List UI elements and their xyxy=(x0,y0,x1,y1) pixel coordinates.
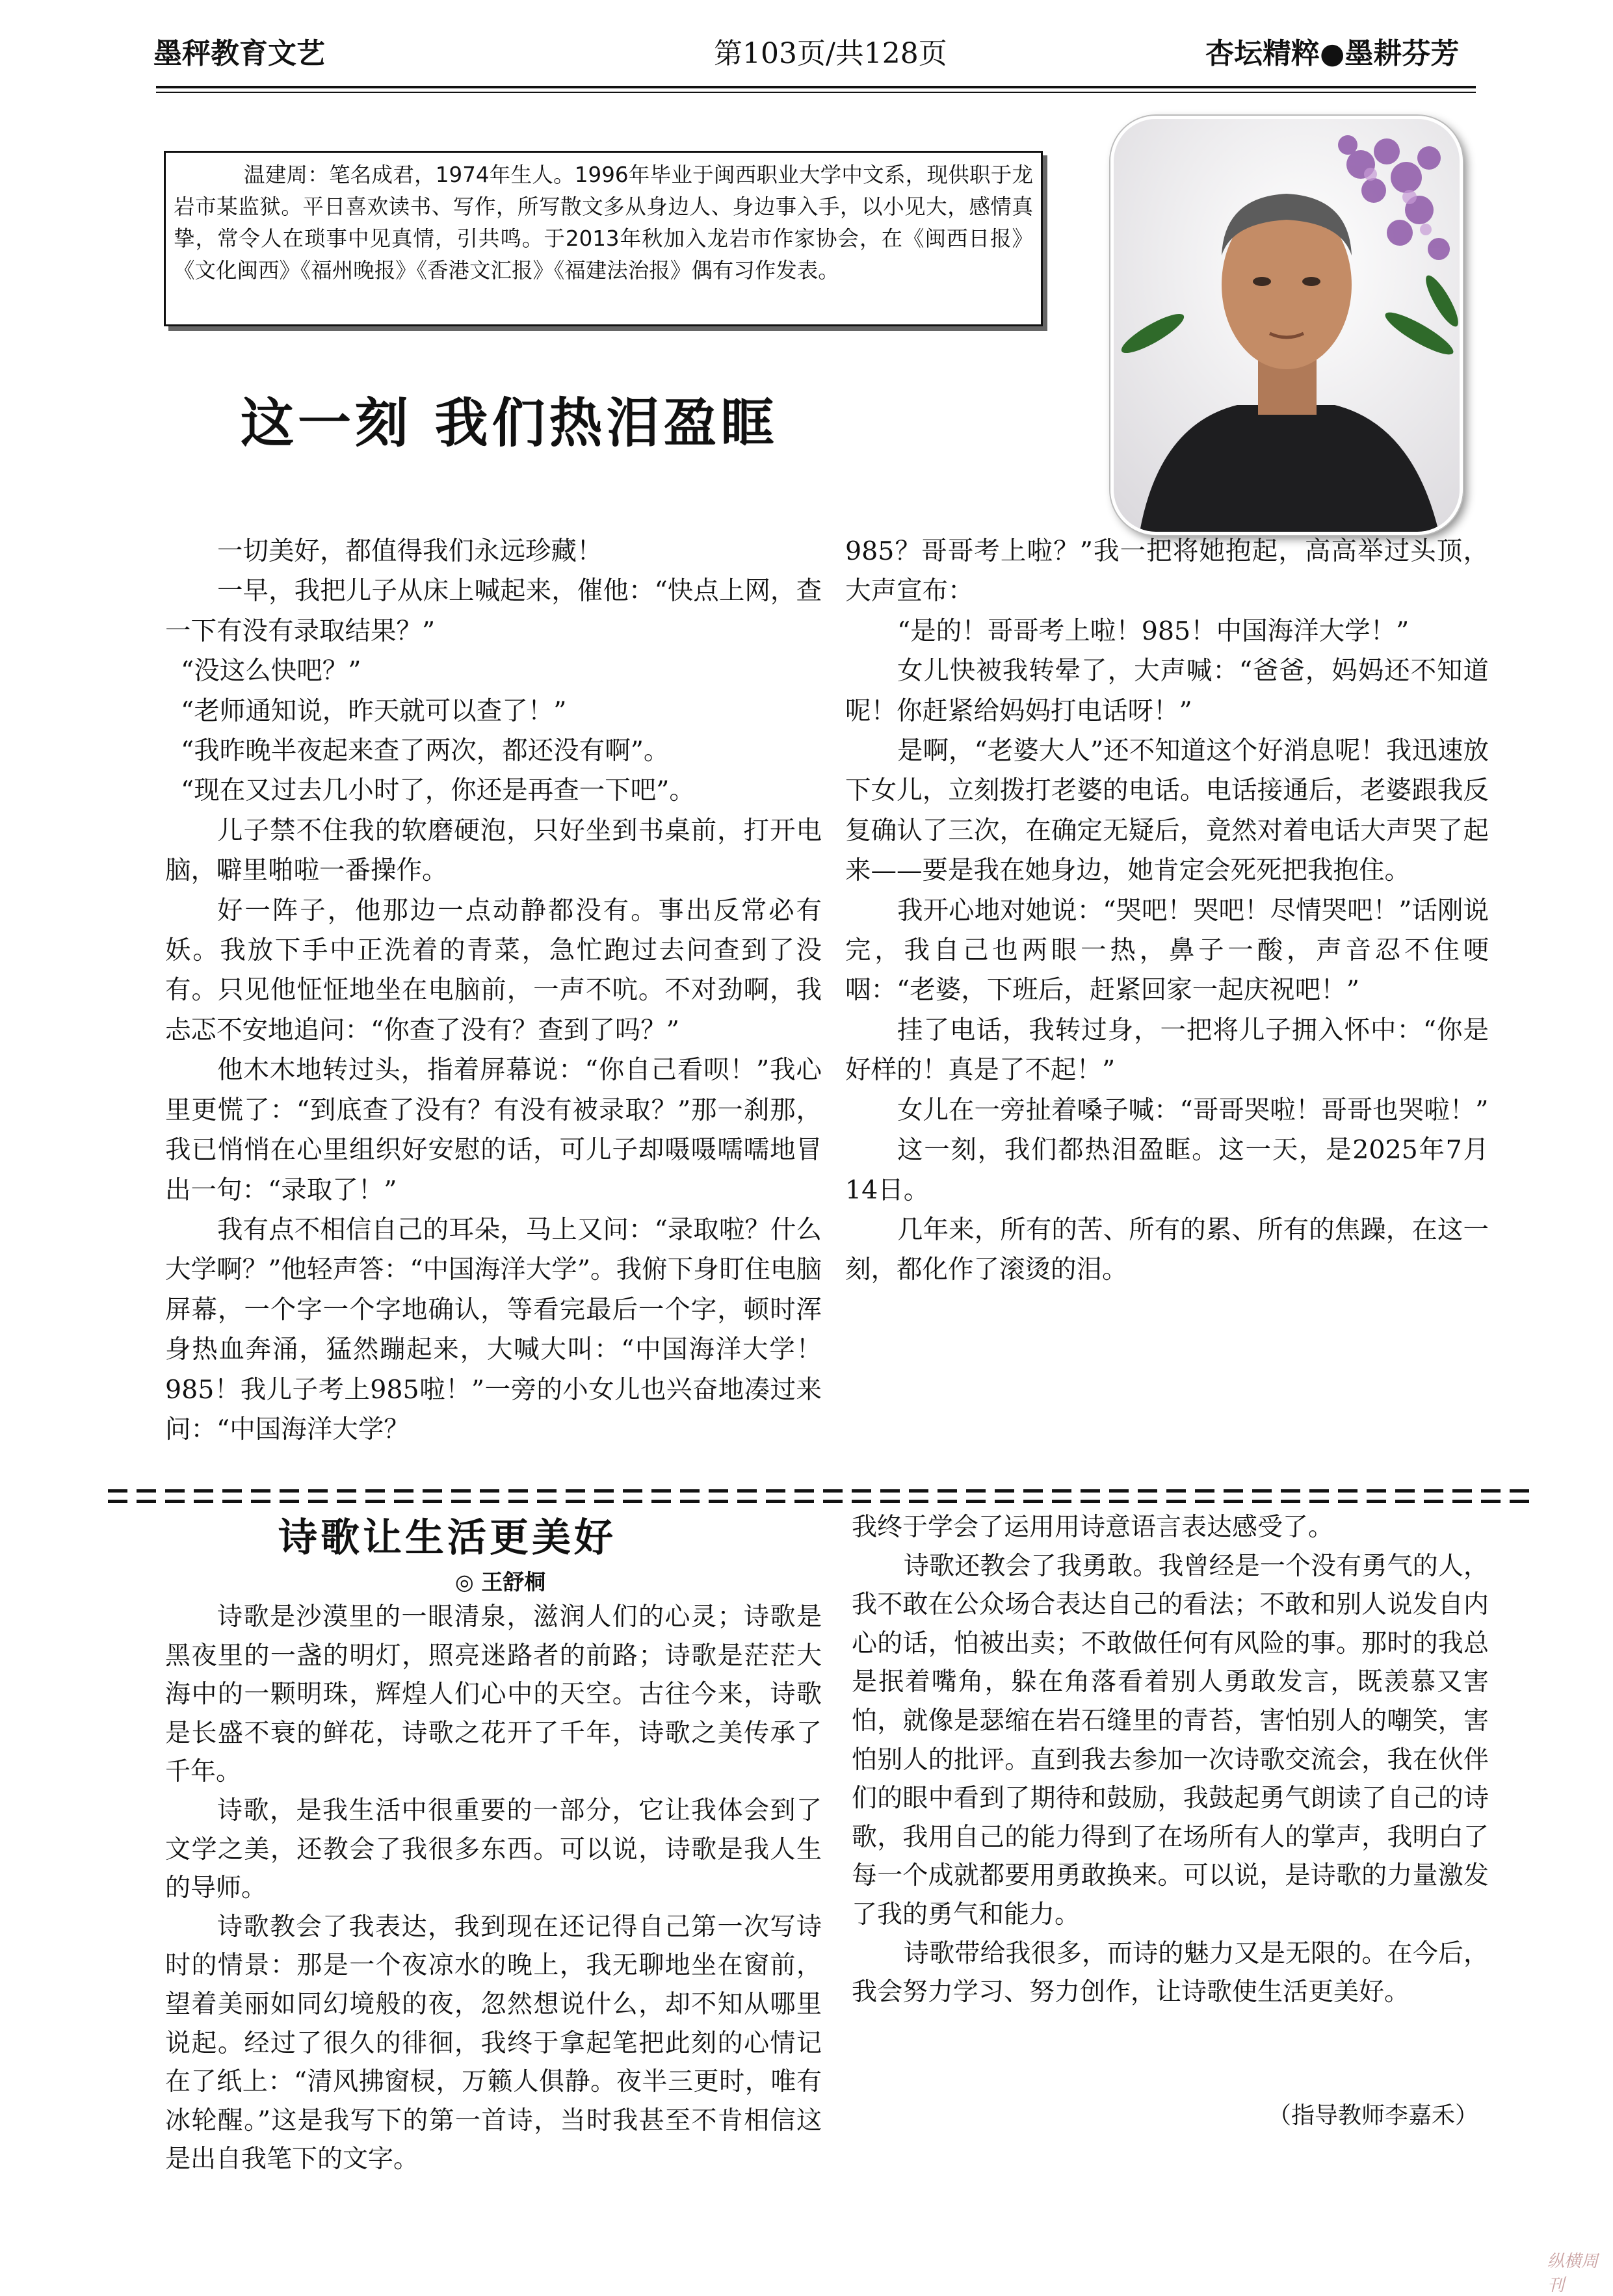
paragraph: 这一刻，我们都热泪盈眶。这一天，是2025年7月14日。 xyxy=(845,1135,1489,1205)
section-divider xyxy=(108,1485,1532,1507)
paragraph: “老师通知说，昨天就可以查了！” xyxy=(181,696,567,726)
paragraph: “现在又过去几小时了，你还是再查一下吧”。 xyxy=(181,776,695,806)
paragraph: 985？哥哥考上啦？”我一把将她抱起，高高举过头顶，大声宣布： xyxy=(845,536,1489,607)
article2-left-column xyxy=(165,1598,822,2179)
paragraph: 女儿快被我转晕了，大声喊：“爸爸，妈妈还不知道呢！你赶紧给妈妈打电话呀！” xyxy=(845,656,1489,726)
author-byline: ◎ 王舒桐 xyxy=(455,1569,546,1595)
teacher-signature: （指导教师李嘉禾） xyxy=(1268,2102,1479,2129)
paragraph: 一早，我把儿子从床上喊起来，催他：“快点上网，查一下有没有录取结果？” xyxy=(165,576,822,646)
header-left: 墨秤教育文艺 xyxy=(153,37,325,70)
paragraph: 几年来，所有的苦、所有的累、所有的焦躁，在这一刻，都化作了滚烫的泪。 xyxy=(845,1214,1489,1285)
article-left-column xyxy=(165,532,822,1450)
paragraph: “是的！哥哥考上啦！985！中国海洋大学！” xyxy=(897,616,1410,646)
paragraph: 诗歌教会了我表达，我到现在还记得自己第一次写诗时的情景：那是一个夜凉水的晚上，我无聊地坐在窗前，望着美丽如同幻境般的夜，忽然想说什么，却不知从哪里说起。经过了很久的徘徊，我终于拿起笔把此刻的心情记在了纸上：“清风拂窗棂，万籁人俱静。夜半三更时，唯有冰轮醒。”这是我写下的第一首诗，当时我甚至不肯相信这是出自我笔下的文字。 xyxy=(165,1912,822,2174)
article-right-column xyxy=(845,532,1489,1290)
header-rule xyxy=(156,86,1476,88)
paragraph: “没这么快吧？” xyxy=(181,656,361,686)
author-bio-text: 温建周：笔名成君，1974年生人。1996年毕业于闽西职业大学中文系，现供职于龙岩市某监狱。平日喜欢读书、写作，所写散文多从身边人、身边事入手，以小见大，感情真挚，常令人在琐事中见真情，引共鸣。于2013年秋加入龙岩市作家协会，在《闽西日报》《文化闽西》《福州晚报》《香港文汇报》《福建法治报》偶有习作发表。 xyxy=(174,163,1033,283)
author-portrait xyxy=(1114,119,1460,532)
paragraph: 我开心地对她说：“哭吧！哭吧！尽情哭吧！”话刚说完，我自己也两眼一热，鼻子一酸，声音忍不住哽咽：“老婆，下班后，赶紧回家一起庆祝吧！” xyxy=(845,895,1489,1006)
paragraph: 我终于学会了运用用诗意语言表达感受了。 xyxy=(852,1513,1334,1542)
watermark: 纵横周刊 xyxy=(1547,2252,1599,2295)
paragraph: 好一阵子，他那边一点动静都没有。事出反常必有妖。我放下手中正洗着的青菜，急忙跑过去问查到了没有。只见他怔怔地坐在电脑前，一声不吭。不对劲啊，我忐忑不安地追问：“你查了没有？查到了吗？” xyxy=(165,895,822,1045)
article2-right-column xyxy=(852,1508,1489,2012)
paragraph: 一切美好，都值得我们永远珍藏！ xyxy=(217,536,603,566)
author-bio-box xyxy=(164,151,1043,326)
header-rule-thin xyxy=(156,92,1476,93)
article-title-2: 诗歌让生活更美好 xyxy=(278,1515,616,1561)
paragraph: 挂了电话，我转过身，一把将儿子拥入怀中：“你是好样的！真是了不起！” xyxy=(845,1015,1489,1086)
paragraph: 诗歌是沙漠里的一眼清泉，滋润人们的心灵；诗歌是黑夜里的一盏的明灯，照亮迷路者的前路；诗歌是茫茫大海中的一颗明珠，辉煌人们心中的天空。古往今来，诗歌是长盛不衰的鲜花，诗歌之花开了千年，诗歌之美传承了千年。 xyxy=(165,1602,822,1787)
header-right: 杏坛精粹●墨耕芬芳 xyxy=(1205,37,1460,70)
article-title: 这一刻 我们热泪盈眶 xyxy=(241,393,778,454)
paragraph: 儿子禁不住我的软磨硬泡，只好坐到书桌前，打开电脑，噼里啪啦一番操作。 xyxy=(165,815,822,886)
paragraph: 我有点不相信自己的耳朵，马上又问：“录取啦？什么大学啊？”他轻声答：“中国海洋大学”。我俯下身盯住电脑屏幕，一个字一个字地确认，等看完最后一个字，顿时浑身热血奔涌，猛然蹦起来，大喊大叫：“中国海洋大学！985！我儿子考上985啦！”一旁的小女儿也兴奋地凑过来问：“中国海洋大学？ xyxy=(165,1214,822,1444)
paragraph: “我昨晚半夜起来查了两次，都还没有啊”。 xyxy=(181,736,670,766)
paragraph: 是啊，“老婆大人”还不知道这个好消息呢！我迅速放下女儿，立刻拨打老婆的电话。电话接通后，老婆跟我反复确认了三次，在确定无疑后，竟然对着电话大声哭了起来——要是我在她身边，她肯定会死死把我抱住。 xyxy=(845,736,1489,886)
paragraph: 他木木地转过头，指着屏幕说：“你自己看呗！”我心里更慌了：“到底查了没有？有没有被录取？”那一刹那，我已悄悄在心里组织好安慰的话，可儿子却嗫嗫嚅嚅地冒出一句：“录取了！” xyxy=(165,1055,822,1205)
paragraph: 诗歌还教会了我勇敢。我曾经是一个没有勇气的人，我不敢在公众场合表达自己的看法；不敢和别人说发自内心的话，怕被出卖；不敢做任何有风险的事。那时的我总是抿着嘴角，躲在角落看着别人勇敢发言，既羡慕又害怕，就像是瑟缩在岩石缝里的青苔，害怕别人的嘲笑，害怕别人的批评。直到我去参加一次诗歌交流会，我在伙伴们的眼中看到了期待和鼓励，我鼓起勇气朗读了自己的诗歌，我用自己的能力得到了在场所有人的掌声，我明白了每一个成就都要用勇敢换来。可以说，是诗歌的力量激发了我的勇气和能力。 xyxy=(852,1551,1489,1929)
author-photo xyxy=(1110,116,1463,535)
page-number: 第103页/共128页 xyxy=(714,37,947,70)
paragraph: 诗歌带给我很多，而诗的魅力又是无限的。在今后，我会努力学习、努力创作，让诗歌使生活更美好。 xyxy=(852,1938,1489,2007)
paragraph: 女儿在一旁扯着嗓子喊：“哥哥哭啦！哥哥也哭啦！” xyxy=(897,1095,1489,1125)
paragraph: 诗歌，是我生活中很重要的一部分，它让我体会到了文学之美，还教会了我很多东西。可以说，诗歌是我人生的导师。 xyxy=(165,1795,822,1903)
